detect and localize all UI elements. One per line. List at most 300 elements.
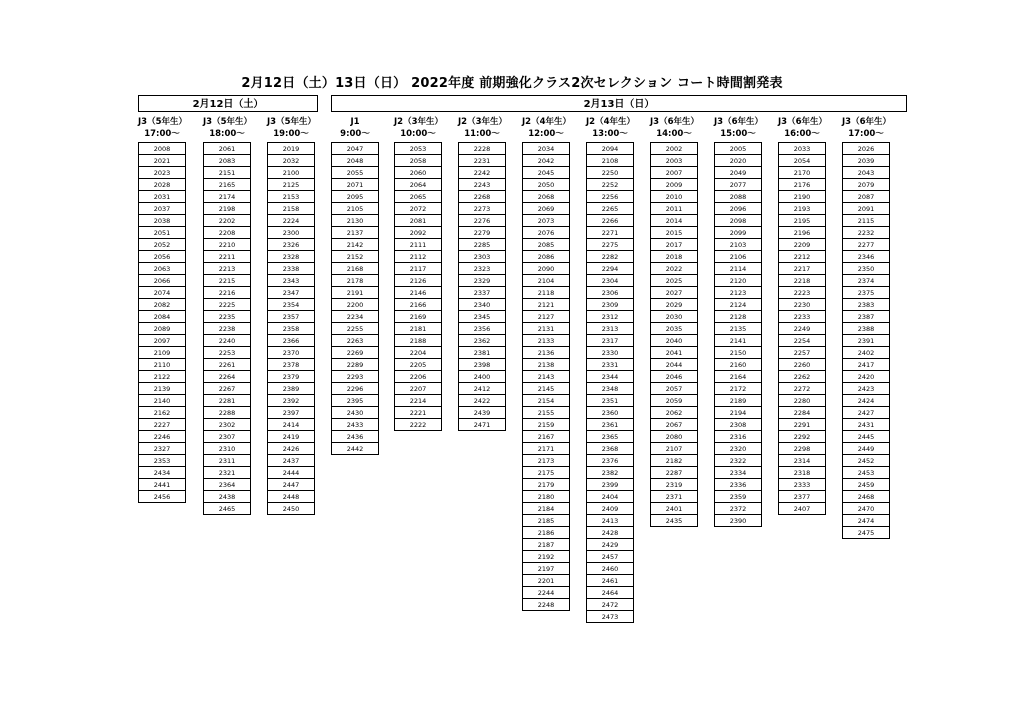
participant-number: 2071 <box>331 179 379 191</box>
participant-number: 2344 <box>586 371 634 383</box>
participant-number: 2103 <box>714 239 762 251</box>
participant-number: 2151 <box>203 167 251 179</box>
participant-number: 2187 <box>522 539 570 551</box>
participant-number: 2312 <box>586 311 634 323</box>
column-category: J3（5年生） <box>138 117 187 127</box>
participant-number: 2230 <box>778 299 826 311</box>
participant-number: 2235 <box>203 311 251 323</box>
participant-number: 2019 <box>267 143 315 155</box>
participant-number: 2192 <box>522 551 570 563</box>
participant-number: 2275 <box>586 239 634 251</box>
participant-number: 2150 <box>714 347 762 359</box>
participant-number: 2308 <box>714 419 762 431</box>
page-title: 2月12日（土）13日（日） 2022年度 前期強化クラス2次セレクション コート時間割発表 <box>241 76 783 91</box>
column-start-time: 19:00～ <box>273 129 309 139</box>
participant-number: 2407 <box>778 503 826 515</box>
participant-number: 2128 <box>714 311 762 323</box>
participant-number: 2118 <box>522 287 570 299</box>
participant-number: 2005 <box>714 143 762 155</box>
participant-number: 2068 <box>522 191 570 203</box>
participant-number: 2468 <box>842 491 890 503</box>
participant-number: 2441 <box>138 479 186 491</box>
participant-number: 2360 <box>586 407 634 419</box>
participant-number: 2371 <box>650 491 698 503</box>
id-list <box>586 142 634 623</box>
participant-number: 2437 <box>267 455 315 467</box>
participant-number: 2146 <box>394 287 442 299</box>
participant-number: 2436 <box>331 431 379 443</box>
participant-number: 2207 <box>394 383 442 395</box>
participant-number: 2206 <box>394 371 442 383</box>
participant-number: 2022 <box>650 263 698 275</box>
participant-number: 2426 <box>267 443 315 455</box>
id-list <box>138 142 186 503</box>
participant-number: 2162 <box>138 407 186 419</box>
participant-number: 2190 <box>778 191 826 203</box>
participant-number: 2389 <box>267 383 315 395</box>
participant-number: 2250 <box>586 167 634 179</box>
participant-number: 2131 <box>522 323 570 335</box>
participant-number: 2140 <box>138 395 186 407</box>
participant-number: 2273 <box>458 203 506 215</box>
participant-number: 2073 <box>522 215 570 227</box>
participant-number: 2428 <box>586 527 634 539</box>
participant-number: 2453 <box>842 467 890 479</box>
time-slot-column <box>458 116 506 431</box>
participant-number: 2158 <box>267 203 315 215</box>
participant-number: 2040 <box>650 335 698 347</box>
participant-number: 2383 <box>842 299 890 311</box>
participant-number: 2221 <box>394 407 442 419</box>
participant-number: 2010 <box>650 191 698 203</box>
participant-number: 2107 <box>650 443 698 455</box>
participant-number: 2055 <box>331 167 379 179</box>
participant-number: 2197 <box>522 563 570 575</box>
participant-number: 2346 <box>842 251 890 263</box>
participant-number: 2018 <box>650 251 698 263</box>
participant-number: 2025 <box>650 275 698 287</box>
participant-number: 2173 <box>522 455 570 467</box>
participant-number: 2089 <box>138 323 186 335</box>
participant-number: 2391 <box>842 335 890 347</box>
participant-number: 2028 <box>138 179 186 191</box>
participant-number: 2347 <box>267 287 315 299</box>
participant-number: 2032 <box>267 155 315 167</box>
participant-number: 2123 <box>714 287 762 299</box>
participant-number: 2430 <box>331 407 379 419</box>
participant-number: 2285 <box>458 239 506 251</box>
participant-number: 2231 <box>458 155 506 167</box>
participant-number: 2130 <box>331 215 379 227</box>
participant-number: 2252 <box>586 179 634 191</box>
id-list <box>203 142 251 515</box>
participant-number: 2449 <box>842 443 890 455</box>
participant-number: 2188 <box>394 335 442 347</box>
participant-number: 2215 <box>203 275 251 287</box>
participant-number: 2164 <box>714 371 762 383</box>
participant-number: 2242 <box>458 167 506 179</box>
participant-number: 2137 <box>331 227 379 239</box>
participant-number: 2064 <box>394 179 442 191</box>
participant-number: 2168 <box>331 263 379 275</box>
column-start-time: 13:00～ <box>592 129 628 139</box>
participant-number: 2264 <box>203 371 251 383</box>
participant-number: 2058 <box>394 155 442 167</box>
participant-number: 2376 <box>586 455 634 467</box>
participant-number: 2041 <box>650 347 698 359</box>
participant-number: 2212 <box>778 251 826 263</box>
participant-number: 2354 <box>267 299 315 311</box>
participant-number: 2083 <box>203 155 251 167</box>
participant-number: 2180 <box>522 491 570 503</box>
participant-number: 2037 <box>138 203 186 215</box>
participant-number: 2087 <box>842 191 890 203</box>
participant-number: 2120 <box>714 275 762 287</box>
column-start-time: 10:00～ <box>400 129 436 139</box>
time-slot-column <box>394 116 442 431</box>
participant-number: 2457 <box>586 551 634 563</box>
participant-number: 2399 <box>586 479 634 491</box>
participant-number: 2200 <box>331 299 379 311</box>
participant-number: 2358 <box>267 323 315 335</box>
participant-number: 2328 <box>267 251 315 263</box>
participant-number: 2233 <box>778 311 826 323</box>
participant-number: 2106 <box>714 251 762 263</box>
participant-number: 2086 <box>522 251 570 263</box>
participant-number: 2011 <box>650 203 698 215</box>
column-category: J2（3年生） <box>458 117 507 127</box>
participant-number: 2381 <box>458 347 506 359</box>
participant-number: 2400 <box>458 371 506 383</box>
participant-number: 2175 <box>522 467 570 479</box>
participant-number: 2063 <box>138 263 186 275</box>
participant-number: 2082 <box>138 299 186 311</box>
participant-number: 2353 <box>138 455 186 467</box>
participant-number: 2112 <box>394 251 442 263</box>
participant-number: 2249 <box>778 323 826 335</box>
participant-number: 2310 <box>203 443 251 455</box>
participant-number: 2464 <box>586 587 634 599</box>
participant-number: 2205 <box>394 359 442 371</box>
participant-number: 2388 <box>842 323 890 335</box>
participant-number: 2142 <box>331 239 379 251</box>
participant-number: 2035 <box>650 323 698 335</box>
day-header-feb12: 2月12日（土） <box>138 95 318 112</box>
participant-number: 2359 <box>714 491 762 503</box>
participant-number: 2445 <box>842 431 890 443</box>
participant-number: 2311 <box>203 455 251 467</box>
participant-number: 2065 <box>394 191 442 203</box>
participant-number: 2433 <box>331 419 379 431</box>
participant-number: 2244 <box>522 587 570 599</box>
participant-number: 2074 <box>138 287 186 299</box>
participant-number: 2152 <box>331 251 379 263</box>
participant-number: 2364 <box>203 479 251 491</box>
column-start-time: 9:00～ <box>340 129 370 139</box>
participant-number: 2122 <box>138 371 186 383</box>
participant-number: 2474 <box>842 515 890 527</box>
participant-number: 2081 <box>394 215 442 227</box>
participant-number: 2348 <box>586 383 634 395</box>
column-category: J1 <box>350 117 360 127</box>
participant-number: 2282 <box>586 251 634 263</box>
participant-number: 2338 <box>267 263 315 275</box>
participant-number: 2136 <box>522 347 570 359</box>
participant-number: 2135 <box>714 323 762 335</box>
participant-number: 2439 <box>458 407 506 419</box>
participant-number: 2401 <box>650 503 698 515</box>
participant-number: 2277 <box>842 239 890 251</box>
participant-number: 2472 <box>586 599 634 611</box>
id-list <box>650 142 698 527</box>
participant-number: 2368 <box>586 443 634 455</box>
participant-number: 2191 <box>331 287 379 299</box>
participant-number: 2321 <box>203 467 251 479</box>
time-slot-column <box>203 116 251 515</box>
participant-number: 2217 <box>778 263 826 275</box>
participant-number: 2115 <box>842 215 890 227</box>
participant-number: 2475 <box>842 527 890 539</box>
participant-number: 2255 <box>331 323 379 335</box>
participant-number: 2292 <box>778 431 826 443</box>
participant-number: 2124 <box>714 299 762 311</box>
participant-number: 2015 <box>650 227 698 239</box>
participant-number: 2298 <box>778 443 826 455</box>
participant-number: 2345 <box>458 311 506 323</box>
participant-number: 2160 <box>714 359 762 371</box>
participant-number: 2155 <box>522 407 570 419</box>
participant-number: 2111 <box>394 239 442 251</box>
participant-number: 2232 <box>842 227 890 239</box>
column-category: J3（6年生） <box>650 117 699 127</box>
participant-number: 2404 <box>586 491 634 503</box>
participant-number: 2414 <box>267 419 315 431</box>
participant-number: 2413 <box>586 515 634 527</box>
participant-number: 2218 <box>778 275 826 287</box>
participant-number: 2225 <box>203 299 251 311</box>
participant-number: 2424 <box>842 395 890 407</box>
participant-number: 2326 <box>267 239 315 251</box>
column-start-time: 17:00～ <box>848 129 884 139</box>
participant-number: 2029 <box>650 299 698 311</box>
participant-number: 2099 <box>714 227 762 239</box>
time-slot-column <box>650 116 698 527</box>
participant-number: 2392 <box>267 395 315 407</box>
participant-number: 2423 <box>842 383 890 395</box>
time-slot-column <box>714 116 762 527</box>
time-slot-column <box>331 116 379 455</box>
column-category: J2（3年生） <box>394 117 443 127</box>
column-category: J3（5年生） <box>267 117 316 127</box>
participant-number: 2343 <box>267 275 315 287</box>
participant-number: 2208 <box>203 227 251 239</box>
participant-number: 2281 <box>203 395 251 407</box>
participant-number: 2370 <box>267 347 315 359</box>
participant-number: 2262 <box>778 371 826 383</box>
participant-number: 2194 <box>714 407 762 419</box>
participant-number: 2088 <box>714 191 762 203</box>
participant-number: 2379 <box>267 371 315 383</box>
participant-number: 2356 <box>458 323 506 335</box>
participant-number: 2165 <box>203 179 251 191</box>
participant-number: 2429 <box>586 539 634 551</box>
id-list <box>522 142 570 611</box>
participant-number: 2211 <box>203 251 251 263</box>
participant-number: 2375 <box>842 287 890 299</box>
id-list <box>778 142 826 515</box>
participant-number: 2398 <box>458 359 506 371</box>
participant-number: 2003 <box>650 155 698 167</box>
participant-number: 2127 <box>522 311 570 323</box>
participant-number: 2240 <box>203 335 251 347</box>
participant-number: 2434 <box>138 467 186 479</box>
participant-number: 2176 <box>778 179 826 191</box>
participant-number: 2201 <box>522 575 570 587</box>
participant-number: 2185 <box>522 515 570 527</box>
participant-number: 2294 <box>586 263 634 275</box>
participant-number: 2465 <box>203 503 251 515</box>
participant-number: 2091 <box>842 203 890 215</box>
column-category: J2（4年生） <box>586 117 635 127</box>
participant-number: 2090 <box>522 263 570 275</box>
participant-number: 2133 <box>522 335 570 347</box>
participant-number: 2448 <box>267 491 315 503</box>
participant-number: 2109 <box>138 347 186 359</box>
participant-number: 2117 <box>394 263 442 275</box>
column-start-time: 11:00～ <box>464 129 500 139</box>
participant-number: 2357 <box>267 311 315 323</box>
participant-number: 2031 <box>138 191 186 203</box>
participant-number: 2126 <box>394 275 442 287</box>
participant-number: 2435 <box>650 515 698 527</box>
participant-number: 2178 <box>331 275 379 287</box>
participant-number: 2318 <box>778 467 826 479</box>
participant-number: 2182 <box>650 455 698 467</box>
participant-number: 2365 <box>586 431 634 443</box>
participant-number: 2234 <box>331 311 379 323</box>
id-list <box>394 142 442 431</box>
participant-number: 2097 <box>138 335 186 347</box>
participant-number: 2374 <box>842 275 890 287</box>
participant-number: 2313 <box>586 323 634 335</box>
participant-number: 2243 <box>458 179 506 191</box>
participant-number: 2337 <box>458 287 506 299</box>
participant-number: 2256 <box>586 191 634 203</box>
participant-number: 2350 <box>842 263 890 275</box>
participant-number: 2319 <box>650 479 698 491</box>
day-header-feb13: 2月13日（日） <box>331 95 907 112</box>
participant-number: 2213 <box>203 263 251 275</box>
participant-number: 2007 <box>650 167 698 179</box>
participant-number: 2172 <box>714 383 762 395</box>
participant-number: 2034 <box>522 143 570 155</box>
participant-number: 2049 <box>714 167 762 179</box>
participant-number: 2265 <box>586 203 634 215</box>
participant-number: 2459 <box>842 479 890 491</box>
participant-number: 2027 <box>650 287 698 299</box>
participant-number: 2080 <box>650 431 698 443</box>
participant-number: 2329 <box>458 275 506 287</box>
column-category: J2（4年生） <box>522 117 571 127</box>
participant-number: 2302 <box>203 419 251 431</box>
participant-number: 2167 <box>522 431 570 443</box>
column-start-time: 16:00～ <box>784 129 820 139</box>
participant-number: 2210 <box>203 239 251 251</box>
participant-number: 2110 <box>138 359 186 371</box>
column-start-time: 12:00～ <box>528 129 564 139</box>
participant-number: 2390 <box>714 515 762 527</box>
participant-number: 2222 <box>394 419 442 431</box>
participant-number: 2051 <box>138 227 186 239</box>
id-list <box>842 142 890 539</box>
participant-number: 2303 <box>458 251 506 263</box>
participant-number: 2159 <box>522 419 570 431</box>
participant-number: 2067 <box>650 419 698 431</box>
participant-number: 2077 <box>714 179 762 191</box>
participant-number: 2377 <box>778 491 826 503</box>
participant-number: 2059 <box>650 395 698 407</box>
column-category: J3（6年生） <box>714 117 763 127</box>
participant-number: 2427 <box>842 407 890 419</box>
participant-number: 2409 <box>586 503 634 515</box>
participant-number: 2179 <box>522 479 570 491</box>
participant-number: 2169 <box>394 311 442 323</box>
participant-number: 2021 <box>138 155 186 167</box>
participant-number: 2450 <box>267 503 315 515</box>
participant-number: 2066 <box>138 275 186 287</box>
participant-number: 2397 <box>267 407 315 419</box>
participant-number: 2272 <box>778 383 826 395</box>
participant-number: 2054 <box>778 155 826 167</box>
participant-number: 2062 <box>650 407 698 419</box>
participant-number: 2269 <box>331 347 379 359</box>
participant-number: 2171 <box>522 443 570 455</box>
participant-number: 2460 <box>586 563 634 575</box>
time-slot-column <box>842 116 890 539</box>
participant-number: 2038 <box>138 215 186 227</box>
participant-number: 2044 <box>650 359 698 371</box>
participant-number: 2184 <box>522 503 570 515</box>
participant-number: 2238 <box>203 323 251 335</box>
participant-number: 2095 <box>331 191 379 203</box>
participant-number: 2280 <box>778 395 826 407</box>
participant-number: 2189 <box>714 395 762 407</box>
participant-number: 2447 <box>267 479 315 491</box>
participant-number: 2108 <box>586 155 634 167</box>
participant-number: 2246 <box>138 431 186 443</box>
participant-number: 2382 <box>586 467 634 479</box>
participant-number: 2378 <box>267 359 315 371</box>
participant-number: 2351 <box>586 395 634 407</box>
participant-number: 2361 <box>586 419 634 431</box>
participant-number: 2279 <box>458 227 506 239</box>
participant-number: 2100 <box>267 167 315 179</box>
participant-number: 2166 <box>394 299 442 311</box>
participant-number: 2009 <box>650 179 698 191</box>
participant-number: 2422 <box>458 395 506 407</box>
time-slot-column <box>267 116 315 515</box>
participant-number: 2307 <box>203 431 251 443</box>
participant-number: 2030 <box>650 311 698 323</box>
participant-number: 2266 <box>586 215 634 227</box>
participant-number: 2195 <box>778 215 826 227</box>
participant-number: 2076 <box>522 227 570 239</box>
column-start-time: 18:00～ <box>209 129 245 139</box>
participant-number: 2366 <box>267 335 315 347</box>
participant-number: 2193 <box>778 203 826 215</box>
participant-number: 2094 <box>586 143 634 155</box>
participant-number: 2267 <box>203 383 251 395</box>
